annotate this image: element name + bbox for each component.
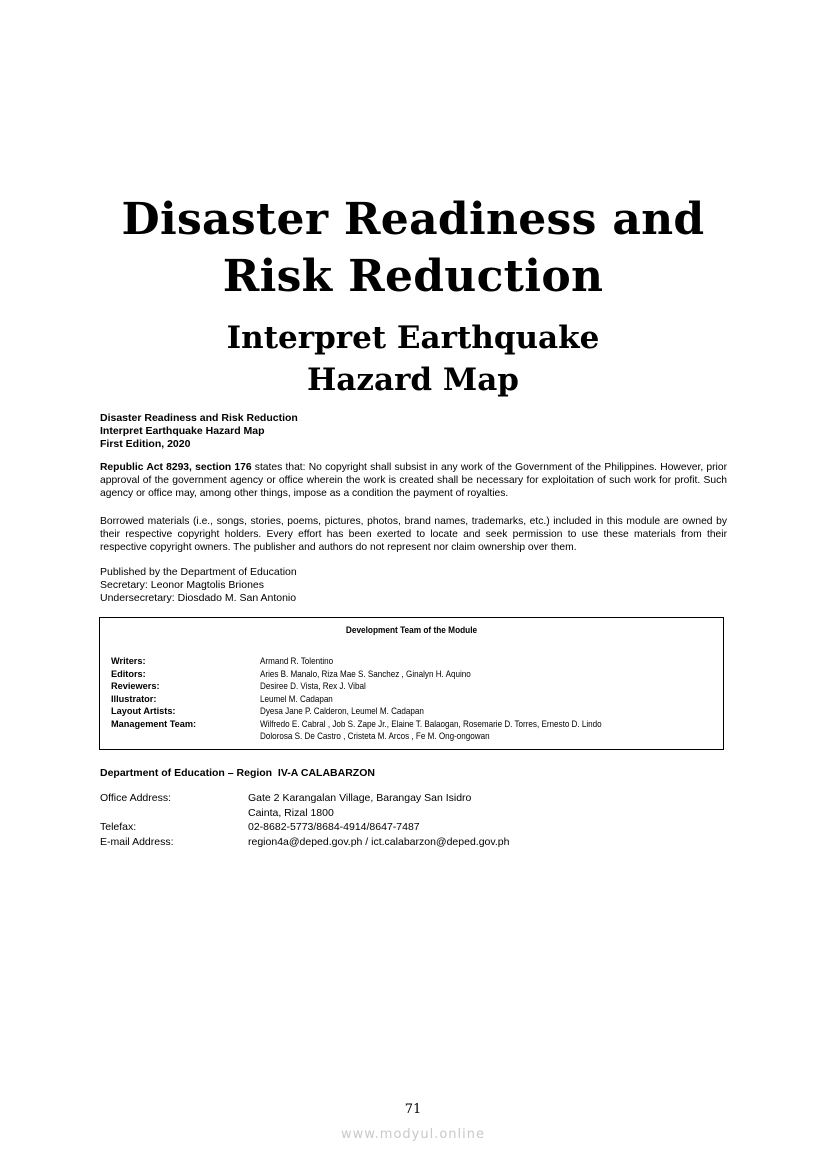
borrowed-materials-notice: Borrowed materials (i.e., songs, stories, poems, pictures, photos, brand names, trademarks, etc.) included in this module are owned by their respective copyright holders. Every effort has been exerted to locate and seek permission to use these materials from their respective copyright owners. The publisher and authors do not represent nor claim ownership over them. <box>100 516 727 554</box>
secretary-line: Secretary: Leonor Magtolis Briones <box>100 579 264 591</box>
main-title-line2: Risk Reduction <box>222 251 604 302</box>
office-address-line1: Gate 2 Karangalan Village, Barangay San Isidro <box>248 792 472 804</box>
publisher-line: Published by the Department of Education <box>100 566 297 578</box>
email-label: E-mail Address: <box>100 836 174 848</box>
email-value[interactable]: region4a@deped.gov.ph / ict.calabarzon@deped.gov.ph <box>248 836 510 848</box>
development-team-box <box>99 617 724 750</box>
undersecretary-line: Undersecretary: Diosdado M. San Antonio <box>100 592 297 604</box>
edition-info <box>100 412 298 451</box>
subtitle <box>0 317 826 401</box>
subtitle-line2: Hazard Map <box>307 362 519 398</box>
main-title <box>0 191 826 305</box>
team-role: Layout Artists: <box>111 706 176 716</box>
team-names: Dyesa Jane P. Calderon, Leumel M. Cadapan <box>260 706 424 716</box>
region-heading: Department of Education – Region IV-A CALABARZON <box>100 767 375 779</box>
team-role: Editors: <box>111 668 146 679</box>
copyright-text: states that: No copyright shall subsist in any work of the Government of the Philippines. However, prior approval of the government agency or office wherein the work is created shall be necessary for exploitation of such work for profit. Such agency or office may, among other things, impose as a condition the payment of royalties. <box>100 462 727 500</box>
copyright-notice <box>100 461 727 501</box>
edition-title: Disaster Readiness and Risk Reduction <box>100 412 298 424</box>
team-role: Illustrator: <box>111 693 157 704</box>
team-names: Desiree D. Vista, Rex J. Vibal <box>260 681 366 691</box>
team-heading: Development Team of the Module <box>345 625 478 635</box>
publisher-info <box>100 566 297 605</box>
watermark: www.modyul.online <box>340 1127 486 1142</box>
page-number: 71 <box>404 1102 422 1117</box>
republic-act: Republic Act 8293, section 176 <box>100 462 252 473</box>
edition-subtitle: Interpret Earthquake Hazard Map <box>100 425 265 437</box>
office-address-label: Office Address: <box>100 792 172 804</box>
office-address-line2: Cainta, Rizal 1800 <box>248 807 334 819</box>
edition-number: First Edition, 2020 <box>100 438 191 450</box>
team-names: Leumel M. Cadapan <box>260 693 333 704</box>
team-role: Writers: <box>111 656 146 666</box>
subtitle-line1: Interpret Earthquake <box>226 320 600 356</box>
team-role: Management Team: <box>111 718 197 729</box>
team-names: Aries B. Manalo, Riza Mae S. Sanchez , Ginalyn H. Aquino <box>260 668 471 679</box>
team-names: Dolorosa S. De Castro , Cristeta M. Arcos , Fe M. Ong-ongowan <box>260 731 490 741</box>
team-names: Wilfredo E. Cabral , Job S. Zape Jr., Elaine T. Balaogan, Rosemarie D. Torres, Ernesto D. Lindo <box>260 718 602 729</box>
team-names: Armand R. Tolentino <box>260 656 334 666</box>
telefax-label: Telefax: <box>100 821 137 833</box>
main-title-line1: Disaster Readiness and <box>121 194 705 245</box>
telefax-value: 02-8682-5773/8684-4914/8647-7487 <box>248 821 420 833</box>
team-role: Reviewers: <box>111 681 160 691</box>
